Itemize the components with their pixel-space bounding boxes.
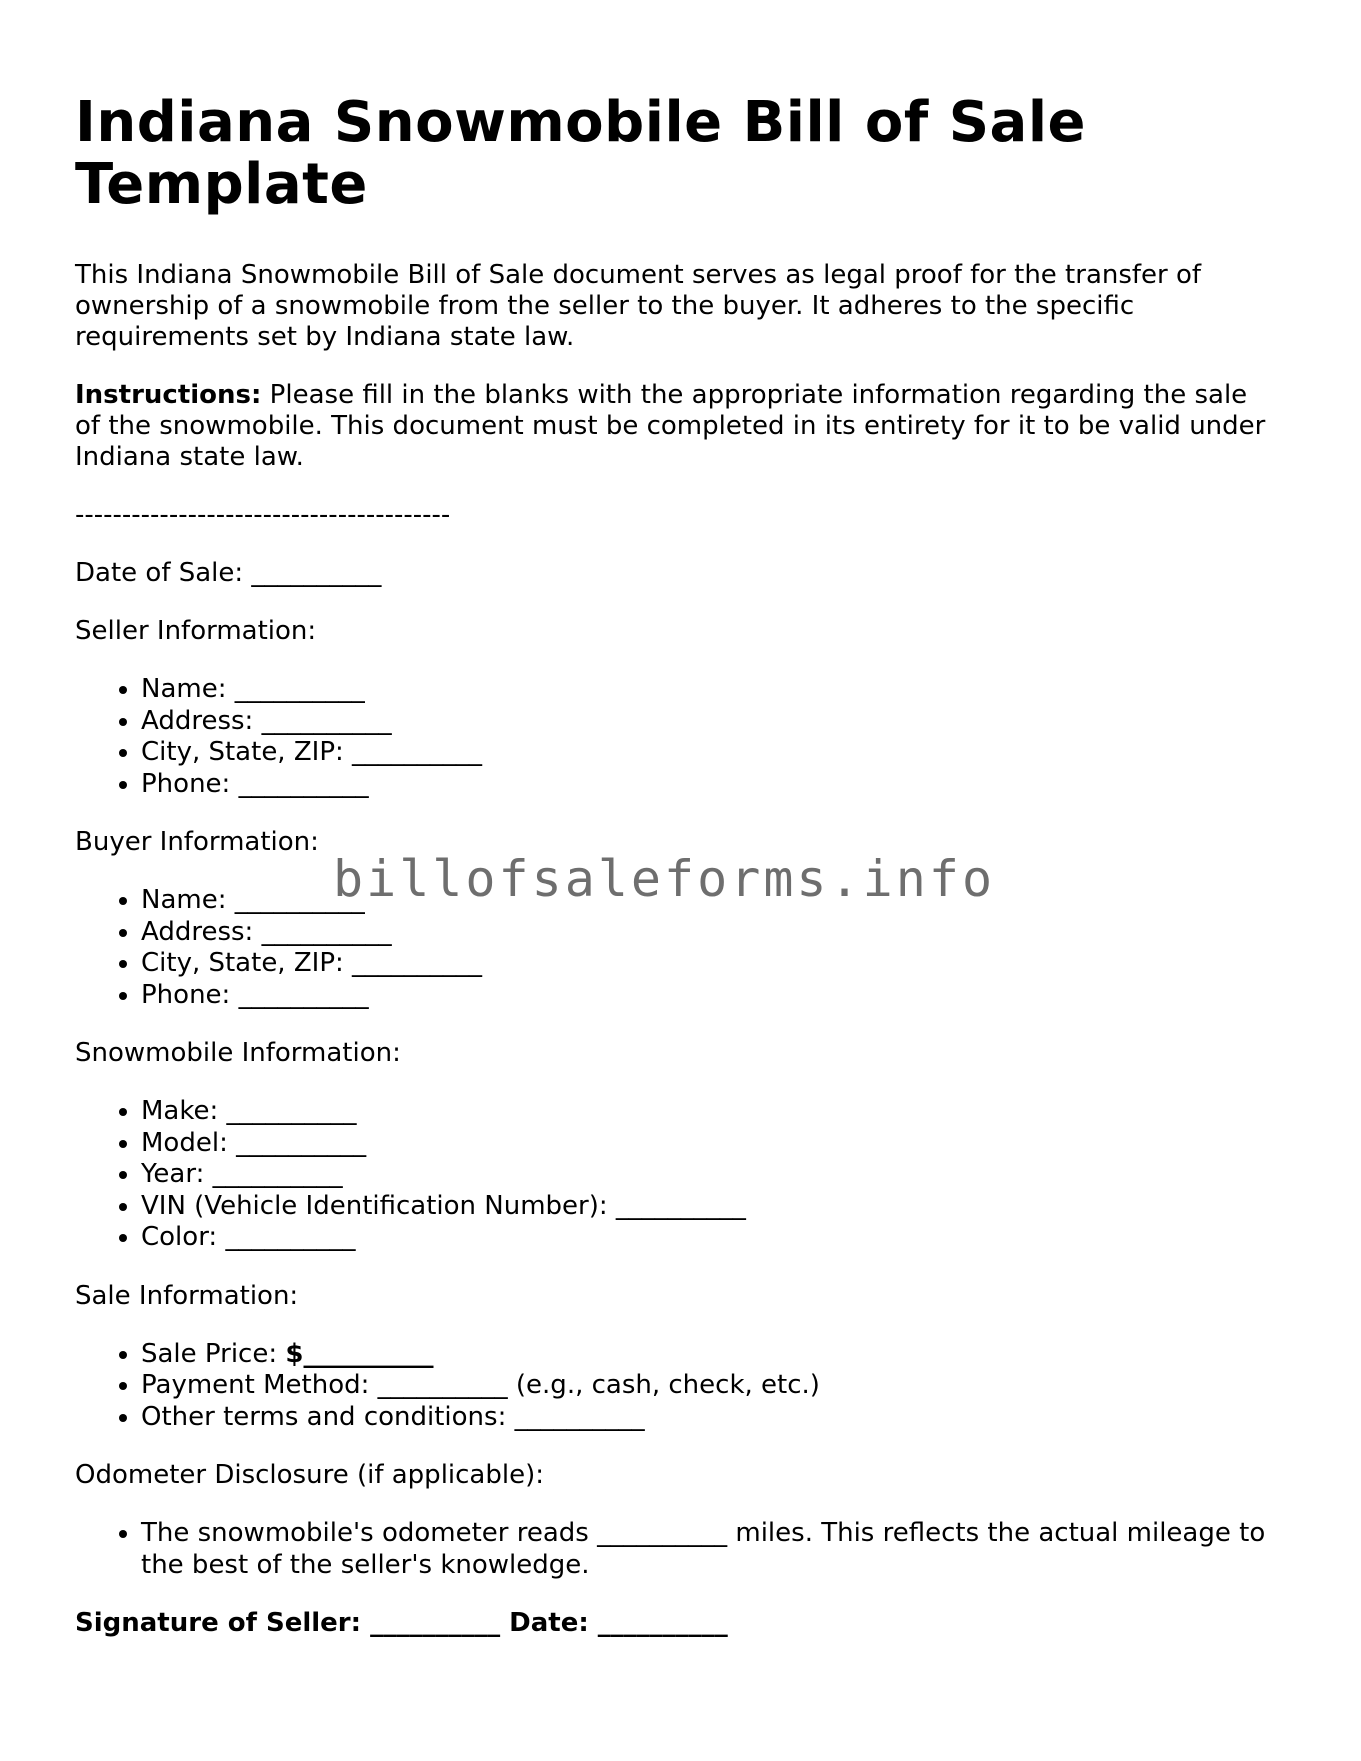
- list-item: [141, 737, 1275, 769]
- vin-blank[interactable]: __________: [615, 1190, 746, 1221]
- signature-seller-blank[interactable]: __________: [370, 1608, 501, 1638]
- sale-fields: [75, 1339, 1275, 1434]
- odometer-text-before: The snowmobile's odometer reads: [141, 1518, 598, 1548]
- other-terms-label: Other terms and conditions:: [141, 1401, 507, 1432]
- make-blank[interactable]: __________: [226, 1096, 357, 1126]
- list-item: [141, 1370, 1275, 1402]
- sale-price-blank[interactable]: $__________: [285, 1338, 434, 1369]
- odometer-heading: Odometer Disclosure (if applicable):: [75, 1460, 544, 1490]
- page-title: Indiana Snowmobile Bill of Sale Template: [75, 90, 1087, 217]
- buyer-address-blank[interactable]: __________: [261, 916, 392, 947]
- instructions-text: Please fill in the blanks with the appropriate information regarding the sale of the snowmobile. This document must be completed in its entirety for it to be valid under Indiana state law.: [75, 380, 1266, 472]
- instructions-label: Instructions:: [75, 380, 262, 410]
- list-item: [141, 1191, 1275, 1223]
- signature-date-label: Date:: [509, 1608, 589, 1638]
- seller-city-label: City, State, ZIP:: [141, 737, 344, 767]
- list-item: [141, 674, 1275, 706]
- seller-address-blank[interactable]: __________: [261, 705, 392, 736]
- list-item: [141, 1339, 1275, 1371]
- other-terms-blank[interactable]: __________: [514, 1401, 645, 1432]
- odometer-text-after: miles. This reflects the actual mileage to the best of the seller's knowledge.: [141, 1518, 1266, 1580]
- color-label: Color:: [141, 1222, 218, 1252]
- buyer-city-label: City, State, ZIP:: [141, 948, 344, 978]
- buyer-phone-label: Phone:: [141, 979, 231, 1010]
- odometer-fields: [75, 1518, 1275, 1581]
- model-label: Model:: [141, 1127, 228, 1158]
- sale-price-label: Sale Price:: [141, 1338, 278, 1369]
- seller-heading: Seller Information:: [75, 616, 317, 646]
- list-item: [141, 917, 1275, 949]
- list-item: [141, 1222, 1275, 1254]
- snowmobile-heading: Snowmobile Information:: [75, 1038, 401, 1068]
- seller-name-blank[interactable]: __________: [234, 674, 365, 704]
- list-item: [141, 980, 1275, 1012]
- list-item: [141, 706, 1275, 738]
- buyer-heading: Buyer Information:: [75, 827, 319, 857]
- buyer-phone-blank[interactable]: __________: [238, 979, 369, 1010]
- sale-heading: Sale Information:: [75, 1280, 299, 1311]
- watermark: billofsaleforms.info: [333, 850, 996, 908]
- seller-address-label: Address:: [141, 705, 254, 736]
- payment-method-blank[interactable]: __________: [377, 1370, 508, 1400]
- list-item: [141, 948, 1275, 980]
- buyer-city-blank[interactable]: __________: [352, 948, 483, 978]
- list-item: [141, 1096, 1275, 1128]
- date-of-sale: [75, 558, 1275, 589]
- date-of-sale-label: Date of Sale:: [75, 558, 244, 588]
- seller-city-blank[interactable]: __________: [352, 737, 483, 767]
- buyer-name-label: Name:: [141, 885, 227, 915]
- payment-method-hint: (e.g., cash, check, etc.): [507, 1370, 820, 1400]
- buyer-fields: [75, 885, 1275, 1011]
- list-item: [141, 885, 1275, 917]
- snowmobile-fields: [75, 1096, 1275, 1254]
- document-page: [75, 92, 1275, 1666]
- seller-phone-label: Phone:: [141, 768, 231, 799]
- intro-paragraph: This Indiana Snowmobile Bill of Sale document serves as legal proof for the transfer of ownership of a snowmobile from the seller to the buyer. It adheres to the specific requirements set by Indiana state law.: [75, 260, 1202, 352]
- list-item: [141, 1159, 1275, 1191]
- signature-line: [75, 1608, 1275, 1639]
- payment-method-label: Payment Method:: [141, 1370, 370, 1400]
- list-item: [141, 1402, 1275, 1434]
- divider-line: ----------------------------------------: [75, 500, 451, 530]
- buyer-name-blank[interactable]: __________: [234, 885, 365, 915]
- seller-phone-blank[interactable]: __________: [238, 768, 369, 799]
- buyer-address-label: Address:: [141, 916, 254, 947]
- signature-seller-label: Signature of Seller:: [75, 1608, 362, 1638]
- odometer-blank[interactable]: __________: [597, 1518, 728, 1548]
- color-blank[interactable]: __________: [225, 1222, 356, 1252]
- list-item: [141, 1518, 1275, 1581]
- year-blank[interactable]: __________: [212, 1159, 343, 1189]
- list-item: [141, 769, 1275, 801]
- seller-fields: [75, 674, 1275, 800]
- year-label: Year:: [141, 1159, 205, 1189]
- model-blank[interactable]: __________: [236, 1127, 367, 1158]
- make-label: Make:: [141, 1096, 219, 1126]
- date-of-sale-blank[interactable]: __________: [251, 558, 382, 588]
- seller-name-label: Name:: [141, 674, 227, 704]
- signature-date-blank[interactable]: __________: [597, 1608, 728, 1638]
- vin-label: VIN (Vehicle Identification Number):: [141, 1190, 608, 1221]
- list-item: [141, 1128, 1275, 1160]
- instructions-paragraph: [75, 380, 1275, 473]
